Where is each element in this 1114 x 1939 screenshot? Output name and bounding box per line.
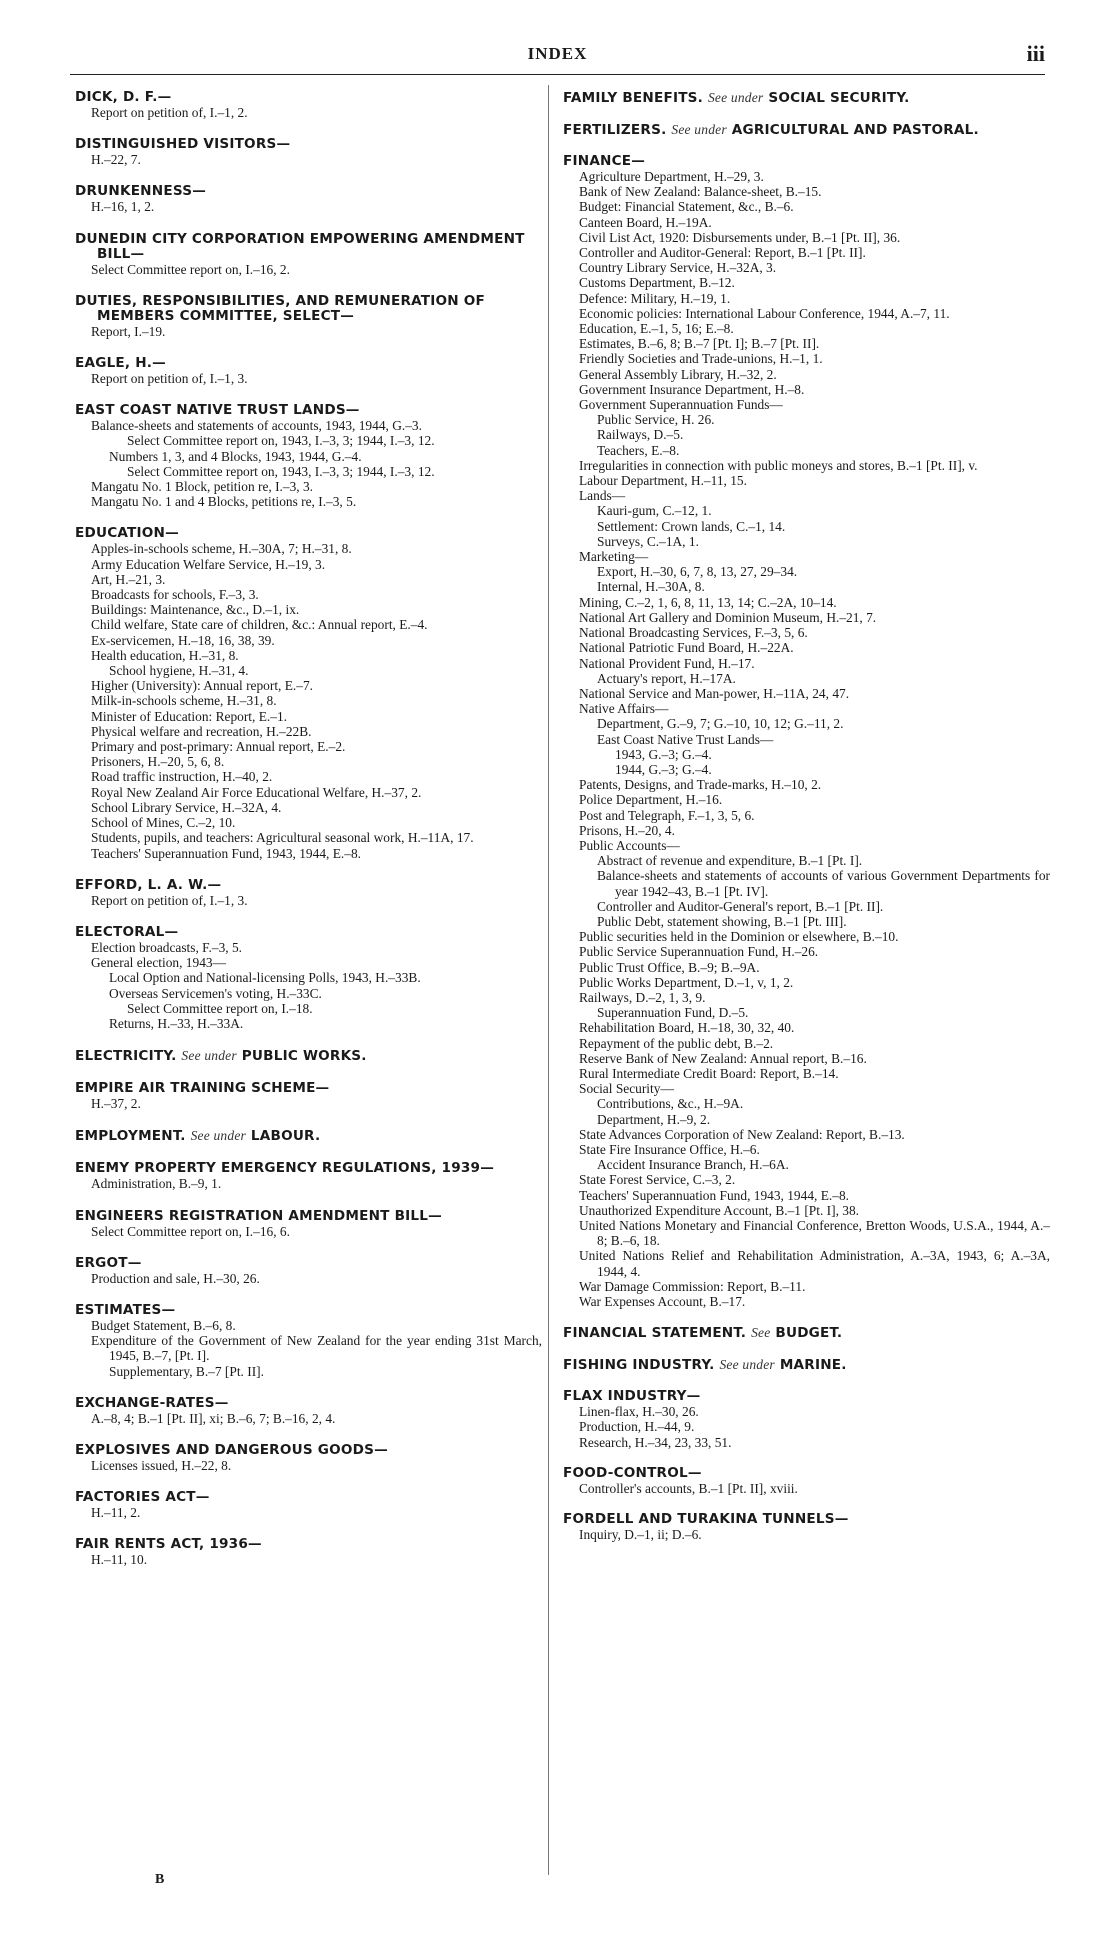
entry-heading-text: ENGINEERS REGISTRATION AMENDMENT BILL— (75, 1207, 442, 1224)
index-entry (75, 356, 542, 386)
entry-subline: War Expenses Account, B.–17. (579, 1294, 746, 1310)
entry-subline: Supplementary, B.–7 [Pt. II]. (109, 1363, 264, 1379)
entry-subline: National Provident Fund, H.–17. (579, 655, 755, 671)
entry-subline: State Fire Insurance Office, H.–6. (579, 1142, 760, 1157)
entry-heading (75, 1209, 542, 1224)
entry-subline: Report on petition of, I.–1, 3. (91, 371, 248, 387)
index-entry (75, 184, 542, 214)
see-reference-label: See under (719, 1357, 775, 1373)
entry-subline: State Advances Corporation of New Zealand: Report, B.–13. (579, 1126, 905, 1142)
entry-subline: Repayment of the public debt, B.–2. (579, 1035, 774, 1051)
entry-heading-text: DISTINGUISHED VISITORS— (75, 136, 291, 153)
entry-heading-text: FAIR RENTS ACT, 1936— (75, 1536, 262, 1553)
entry-heading-text: FAMILY BENEFITS. (563, 90, 704, 106)
entry-heading (75, 1161, 542, 1176)
entry-heading (75, 1128, 542, 1144)
entry-subline: Public securities held in the Dominion or elsewhere, B.–10. (579, 929, 899, 945)
entry-heading-text: ENEMY PROPERTY EMERGENCY REGULATIONS, 1939— (75, 1160, 494, 1177)
entry-subline: Settlement: Crown lands, C.–1, 14. (597, 518, 786, 534)
entry-subline: United Nations Relief and Rehabilitation Administration, A.–3A, 1943, 6; A.–3A, 1944, 4. (579, 1248, 1050, 1279)
see-reference-target: PUBLIC WORKS. (241, 1048, 367, 1065)
entry-heading-text: FERTILIZERS. (563, 122, 667, 138)
entry-subline: Police Department, H.–16. (579, 792, 723, 808)
entry-heading-text: EAGLE, H.— (75, 355, 166, 372)
entry-subline: Art, H.–21, 3. (91, 571, 166, 587)
entry-subline: Local Option and National-licensing Polls, 1943, H.–33B. (109, 970, 421, 986)
page-header (70, 41, 1045, 75)
column-divider (548, 85, 549, 1875)
entry-subline: Lands— (579, 488, 626, 504)
entry-subline: Rehabilitation Board, H.–18, 30, 32, 40. (579, 1020, 795, 1036)
entry-subline: National Broadcasting Services, F.–3, 5, 6. (579, 625, 808, 641)
entry-subline: National Patriotic Fund Board, H.–22A. (579, 640, 794, 656)
entry-subline: Select Committee report on, 1943, I.–3, 3; 1944, I.–3, 12. (127, 463, 435, 479)
index-entry (563, 1512, 1050, 1542)
entry-heading (75, 137, 542, 152)
entry-subline: Returns, H.–33, H.–33A. (109, 1015, 244, 1031)
entry-heading (75, 526, 542, 541)
entry-subline: Native Affairs— (579, 701, 669, 717)
entry-heading-text: DUNEDIN CITY CORPORATION EMPOWERING AMENDMENT BILL— (75, 230, 525, 262)
index-entry (563, 1325, 1050, 1341)
entry-subline: School hygiene, H.–31, 4. (109, 663, 249, 679)
entry-heading (563, 122, 1050, 138)
entry-heading-text: ELECTORAL— (75, 923, 179, 940)
entry-subline: Report, I.–19. (91, 323, 166, 339)
entry-subline: Controller and Auditor-General's report, B.–1 [Pt. II]. (597, 898, 884, 914)
entry-subline: Inquiry, D.–1, ii; D.–6. (579, 1527, 702, 1543)
entry-heading (75, 1256, 542, 1271)
see-reference-label: See under (181, 1048, 237, 1064)
entry-subline: Research, H.–34, 23, 33, 51. (579, 1434, 732, 1450)
entry-subline: Surveys, C.–1A, 1. (597, 533, 699, 549)
entry-heading-text: EXPLOSIVES AND DANGEROUS GOODS— (75, 1441, 388, 1458)
see-reference-target: LABOUR. (250, 1128, 321, 1145)
entry-heading (75, 1490, 542, 1505)
entry-subline: Superannuation Fund, D.–5. (597, 1005, 749, 1021)
entry-subline: Civil List Act, 1920: Disbursements under, B.–1 [Pt. II], 36. (579, 229, 901, 245)
entry-heading-text: ESTIMATES— (75, 1301, 176, 1318)
entry-subline: Department, G.–9, 7; G.–10, 10, 12; G.–11, 2. (597, 716, 844, 732)
entry-heading-text: EAST COAST NATIVE TRUST LANDS— (75, 402, 360, 419)
entry-heading-text: FACTORIES ACT— (75, 1489, 210, 1506)
entry-heading-text: DRUNKENNESS— (75, 183, 206, 200)
entry-heading-text: EDUCATION— (75, 525, 179, 542)
entry-heading (75, 878, 542, 893)
entry-subline: Government Insurance Department, H.–8. (579, 381, 805, 397)
see-reference-label: See under (671, 122, 727, 137)
entry-subline: Production and sale, H.–30, 26. (91, 1270, 260, 1286)
entry-subline: Customs Department, B.–12. (579, 275, 735, 291)
entry-subline: H.–11, 2. (91, 1505, 141, 1521)
entry-heading (75, 1303, 542, 1318)
entry-subline: Bank of New Zealand: Balance-sheet, B.–15. (579, 184, 822, 200)
entry-subline: Road traffic instruction, H.–40, 2. (91, 769, 273, 785)
entry-subline: Select Committee report on, I.–18. (127, 1000, 313, 1016)
entry-subline: Country Library Service, H.–32A, 3. (579, 260, 777, 276)
index-column-left (75, 90, 542, 1585)
entry-subline: Licenses issued, H.–22, 8. (91, 1457, 232, 1473)
entry-subline: Health education, H.–31, 8. (91, 647, 239, 663)
entry-subline: School Library Service, H.–32A, 4. (91, 799, 282, 815)
entry-subline: H.–37, 2. (91, 1096, 141, 1112)
entry-subline: Export, H.–30, 6, 7, 8, 13, 27, 29–34. (597, 564, 798, 580)
entry-subline: Estimates, B.–6, 8; B.–7 [Pt. I]; B.–7 [Pt. II]. (579, 336, 820, 352)
entry-subline: Balance-sheets and statements of accounts, 1943, 1944, G.–3. (91, 418, 422, 434)
entry-heading-text: FOOD-CONTROL— (563, 1464, 702, 1481)
entry-subline: Agriculture Department, H.–29, 3. (579, 169, 764, 184)
entry-subline: Department, H.–9, 2. (597, 1111, 711, 1127)
entry-subline: Election broadcasts, F.–3, 5. (91, 939, 243, 955)
entry-subline: Public Service, H. 26. (597, 412, 715, 428)
index-entry (563, 154, 1050, 1309)
entry-subline: Actuary's report, H.–17A. (597, 670, 736, 686)
entry-heading-text: ERGOT— (75, 1254, 142, 1271)
entry-subline: Railways, D.–5. (597, 427, 684, 443)
entry-subline: Report on petition of, I.–1, 2. (91, 105, 248, 120)
entry-subline: Royal New Zealand Air Force Educational Welfare, H.–37, 2. (91, 784, 422, 800)
entry-subline: Internal, H.–30A, 8. (597, 579, 705, 595)
entry-subline: Select Committee report on, I.–16, 6. (91, 1223, 290, 1239)
entry-subline: Mangatu No. 1 Block, petition re, I.–3, 3. (91, 479, 314, 495)
entry-subline: School of Mines, C.–2, 10. (91, 815, 236, 831)
see-reference-label: See under (190, 1128, 246, 1144)
entry-heading (563, 90, 1050, 106)
entry-subline: East Coast Native Trust Lands— (597, 731, 774, 747)
entry-heading-text: FINANCE— (563, 153, 646, 169)
see-reference-target: SOCIAL SECURITY. (768, 90, 910, 106)
see-reference-target: BUDGET. (775, 1325, 843, 1342)
entry-subline: Social Security— (579, 1081, 674, 1097)
entry-subline: National Service and Man-power, H.–11A, 24, 47. (579, 685, 850, 701)
entry-heading-text: EXCHANGE-RATES— (75, 1394, 229, 1411)
entry-subline: H.–11, 10. (91, 1552, 148, 1568)
entry-heading (75, 356, 542, 371)
index-entry (75, 137, 542, 167)
entry-heading (75, 1537, 542, 1552)
entry-heading (75, 1396, 542, 1411)
entry-subline: Linen-flax, H.–30, 26. (579, 1404, 699, 1420)
entry-subline: Budget Statement, B.–6, 8. (91, 1317, 236, 1333)
entry-subline: Physical welfare and recreation, H.–22B. (91, 723, 312, 739)
entry-subline: Buildings: Maintenance, &c., D.–1, ix. (91, 602, 300, 618)
entry-subline: Prisons, H.–20, 4. (579, 822, 675, 838)
entry-heading (75, 1443, 542, 1458)
entry-subline: 1943, G.–3; G.–4. (615, 746, 712, 762)
entry-heading (563, 1357, 1050, 1373)
entry-subline: Balance-sheets and statements of accounts of various Government Departments for year 1942–43, B.–1 [Pt. IV]. (597, 868, 1050, 899)
entry-subline: Production, H.–44, 9. (579, 1419, 695, 1435)
entry-subline: United Nations Monetary and Financial Conference, Bretton Woods, U.S.A., 1944, A.–8; B.–6, 18. (579, 1218, 1050, 1249)
entry-subline: Reserve Bank of New Zealand: Annual report, B.–16. (579, 1050, 867, 1066)
entry-heading-text: FISHING INDUSTRY. (563, 1357, 715, 1374)
see-reference-target: MARINE. (779, 1357, 847, 1374)
entry-subline: Defence: Military, H.–19, 1. (579, 290, 731, 306)
entry-heading (75, 90, 542, 105)
entry-subline: Overseas Servicemen's voting, H.–33C. (109, 985, 322, 1001)
entry-subline: Broadcasts for schools, F.–3, 3. (91, 587, 259, 603)
entry-subline: Accident Insurance Branch, H.–6A. (597, 1157, 789, 1173)
see-reference-label: See under (707, 90, 764, 105)
index-entry (563, 1466, 1050, 1496)
index-column-right (563, 90, 1050, 1558)
index-entry (75, 90, 542, 120)
index-entry (75, 1443, 542, 1473)
entry-subline: Public Debt, statement showing, B.–1 [Pt. III]. (597, 913, 847, 929)
index-entry (75, 878, 542, 908)
entry-heading-text: ELECTRICITY. (75, 1048, 177, 1065)
index-entry (563, 1357, 1050, 1373)
entry-subline: Government Superannuation Funds— (579, 397, 783, 413)
entry-subline: Canteen Board, H.–19A. (579, 214, 712, 230)
index-entry (75, 1396, 542, 1426)
entry-subline: Mining, C.–2, 1, 6, 8, 11, 13, 14; C.–2A, 10–14. (579, 594, 837, 610)
entry-heading (75, 925, 542, 940)
entry-heading-text: DUTIES, RESPONSIBILITIES, AND REMUNERATION OF MEMBERS COMMITTEE, SELECT— (75, 292, 486, 324)
entry-subline: Economic policies: International Labour Conference, 1944, A.–7, 11. (579, 305, 950, 321)
entry-subline: Public Accounts— (579, 837, 680, 853)
entry-subline: Teachers' Superannuation Fund, 1943, 1944, E.–8. (579, 1187, 849, 1203)
entry-subline: Post and Telegraph, F.–1, 3, 5, 6. (579, 807, 755, 823)
index-entry (563, 122, 1050, 138)
entry-subline: Kauri-gum, C.–12, 1. (597, 503, 712, 519)
entry-subline: Public Works Department, D.–1, v, 1, 2. (579, 974, 794, 990)
index-entry (75, 1537, 542, 1567)
entry-subline: Rural Intermediate Credit Board: Report, B.–14. (579, 1065, 839, 1081)
index-entry (75, 1490, 542, 1520)
entry-subline: Higher (University): Annual report, E.–7. (91, 678, 314, 694)
entry-subline: Numbers 1, 3, and 4 Blocks, 1943, 1944, G.–4. (109, 448, 362, 464)
see-reference-label: See (751, 1325, 771, 1341)
index-entry (75, 925, 542, 1031)
entry-subline: Abstract of revenue and expenditure, B.–1 [Pt. I]. (597, 853, 863, 869)
entry-subline: A.–8, 4; B.–1 [Pt. II], xi; B.–6, 7; B.–16, 2, 4. (91, 1410, 336, 1426)
entry-subline: Minister of Education: Report, E.–1. (91, 708, 287, 724)
entry-heading (563, 1466, 1050, 1481)
index-entry (75, 1128, 542, 1144)
index-entry (75, 294, 542, 339)
entry-subline: War Damage Commission: Report, B.–11. (579, 1278, 806, 1294)
entry-subline: General Assembly Library, H.–32, 2. (579, 366, 777, 382)
entry-heading-text: DICK, D. F.— (75, 89, 172, 105)
index-entry (75, 403, 542, 509)
entry-subline: H.–22, 7. (91, 152, 141, 168)
entry-heading-text: FINANCIAL STATEMENT. (563, 1325, 747, 1342)
entry-subline: Patents, Designs, and Trade-marks, H.–10, 2. (579, 777, 822, 793)
index-entry (563, 1389, 1050, 1450)
page-title: INDEX (527, 44, 588, 63)
entry-heading-text: EMPIRE AIR TRAINING SCHEME— (75, 1080, 330, 1097)
index-entry (75, 1209, 542, 1239)
entry-heading-text: FLAX INDUSTRY— (563, 1388, 701, 1405)
index-entry (75, 1081, 542, 1111)
entry-heading (75, 403, 542, 418)
entry-subline: Contributions, &c., H.–9A. (597, 1096, 744, 1112)
index-entry (75, 526, 542, 860)
entry-subline: Expenditure of the Government of New Zealand for the year ending 31st March, 1945, B.–7, [Pt. I]. (91, 1333, 542, 1364)
entry-heading-text: EFFORD, L. A. W.— (75, 876, 222, 893)
entry-subline: General election, 1943— (91, 955, 226, 971)
entry-subline: Teachers, E.–8. (597, 442, 680, 458)
entry-subline: Public Service Superannuation Fund, H.–26. (579, 944, 819, 960)
index-entry (75, 1256, 542, 1286)
page-number: iii (1026, 41, 1045, 66)
entry-heading (563, 1389, 1050, 1404)
index-entry (75, 1048, 542, 1064)
entry-subline: National Art Gallery and Dominion Museum, H.–21, 7. (579, 609, 877, 625)
entry-heading-text: EMPLOYMENT. (75, 1128, 186, 1145)
entry-subline: Students, pupils, and teachers: Agricultural seasonal work, H.–11A, 17. (91, 830, 474, 846)
signature-mark: B (155, 1872, 165, 1887)
entry-subline: Controller's accounts, B.–1 [Pt. II], xviii. (579, 1480, 798, 1496)
entry-subline: Prisoners, H.–20, 5, 6, 8. (91, 754, 225, 770)
index-entry (75, 1161, 542, 1191)
entry-subline: Public Trust Office, B.–9; B.–9A. (579, 959, 760, 975)
entry-heading (75, 294, 542, 324)
entry-subline: Unauthorized Expenditure Account, B.–1 [Pt. I], 38. (579, 1202, 860, 1218)
entry-subline: Controller and Auditor-General: Report, B.–1 [Pt. II]. (579, 245, 866, 261)
entry-subline: Teachers' Superannuation Fund, 1943, 1944, E.–8. (91, 845, 361, 861)
entry-subline: State Forest Service, C.–3, 2. (579, 1172, 736, 1188)
entry-heading (75, 1048, 542, 1064)
entry-subline: Apples-in-schools scheme, H.–30A, 7; H.–31, 8. (91, 541, 352, 557)
entry-subline: Education, E.–1, 5, 16; E.–8. (579, 321, 734, 337)
entry-subline: Child welfare, State care of children, &c.: Annual report, E.–4. (91, 617, 428, 633)
entry-subline: Army Education Welfare Service, H.–19, 3. (91, 556, 326, 572)
entry-subline: Report on petition of, I.–1, 3. (91, 892, 248, 908)
entry-heading-text: FORDELL AND TURAKINA TUNNELS— (563, 1511, 849, 1528)
entry-subline: Milk-in-schools scheme, H.–31, 8. (91, 693, 277, 709)
entry-subline: Labour Department, H.–11, 15. (579, 473, 747, 489)
entry-heading (563, 1512, 1050, 1527)
entry-subline: Irregularities in connection with public moneys and stores, B.–1 [Pt. II], v. (579, 457, 978, 473)
entry-subline: Ex-servicemen, H.–18, 16, 38, 39. (91, 632, 275, 648)
entry-subline: Primary and post-primary: Annual report, E.–2. (91, 739, 346, 755)
entry-subline: Friendly Societies and Trade-unions, H.–1, 1. (579, 351, 823, 367)
entry-heading (75, 184, 542, 199)
entry-subline: Select Committee report on, I.–16, 2. (91, 261, 290, 277)
entry-subline: H.–16, 1, 2. (91, 199, 155, 215)
entry-heading (75, 1081, 542, 1096)
entry-subline: Mangatu No. 1 and 4 Blocks, petitions re, I.–3, 5. (91, 494, 357, 510)
index-entry (75, 232, 542, 277)
entry-subline: Budget: Financial Statement, &c., B.–6. (579, 199, 794, 215)
index-entry (75, 1303, 542, 1379)
entry-subline: Select Committee report on, 1943, I.–3, 3; 1944, I.–3, 12. (127, 433, 435, 449)
entry-heading (75, 232, 542, 262)
see-reference-target: AGRICULTURAL AND PASTORAL. (731, 122, 979, 138)
entry-subline: Administration, B.–9, 1. (91, 1176, 222, 1192)
entry-subline: Railways, D.–2, 1, 3, 9. (579, 989, 706, 1005)
entry-subline: 1944, G.–3; G.–4. (615, 761, 712, 777)
entry-subline: Marketing— (579, 549, 649, 565)
entry-heading (563, 1325, 1050, 1341)
index-entry (563, 90, 1050, 106)
entry-heading (563, 154, 1050, 169)
